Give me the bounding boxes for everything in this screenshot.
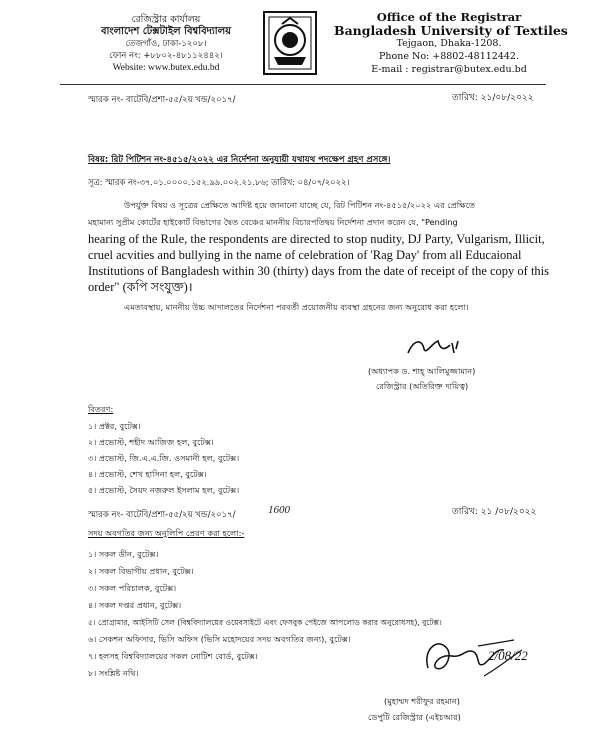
en-phone: Phone No: +8802-48112442.: [379, 51, 519, 62]
signatory-2-name: (মুহাম্মদ শরীফুর রহমান): [384, 696, 460, 706]
en-email: E-mail : registrar@butex.edu.bd: [371, 64, 527, 75]
copy-item: ৮। সংশ্লিষ্ট নথি।: [88, 668, 139, 678]
svg-text:2/08/22: 2/08/22: [488, 648, 528, 663]
subject-line: বিষয়: রিট পিটিশন নং-৪৫১৫/২০২২ এর নির্দেশনা অনুযায়ী যথাযথ পদক্ষেপ গ্রহণ প্রসঙ্গে।: [88, 155, 391, 165]
website-text: Website: www.butex.edu.bd: [112, 63, 220, 73]
body-line-1: উপর্যুক্ত বিষয় ও সূত্রের প্রেক্ষিতে আদিষ্ট হয়ে জানানো যাচ্ছে যে, রিট পিটিশন নং-৪৫১৫/২০২২ এর প্রেক্ষিতে: [124, 200, 476, 210]
copy-item: ৬। সেকশন অফিসার, ভিসি অফিস (ভিসি মহোদয়ের সদয় অবগতির জন্য), বুটেক্স।: [88, 634, 351, 644]
registrar-signature-icon: [404, 335, 468, 361]
body-english-4: order" (কপি সংযুক্ত)।: [88, 280, 193, 294]
body-paragraph-2: এমতাবস্থায়, মাননীয় উচ্চ আদালতের নির্দেশনা পরবর্তী প্রয়োজনীয় ব্যবস্থা গ্রহনের জন্য অনুরোধ করা হলো।: [124, 302, 469, 312]
copy-item: ২। সকল বিভাগীয় প্রধান, বুটেক্স।: [88, 566, 194, 576]
bn-address: তেজগাঁও, ঢাকা-১২০৮।: [125, 39, 207, 49]
memo-date: তারিখ: ২১/০৮/২০২২: [452, 93, 534, 103]
bn-office-name: রেজিস্ট্রার কার্যালয়: [131, 14, 201, 25]
memo2-handwritten-number: 1600: [268, 504, 290, 516]
en-university-name: Bangladesh University of Textiles: [334, 23, 568, 38]
memo2-date: তারিখ: ২১ /০৮/২০২২: [452, 507, 537, 517]
copy-item: ৪। সকল দপ্তর প্রধান, বুটেক্স।: [88, 600, 182, 610]
body-english-1: hearing of the Rule, the respondents are directed to stop nudity, DJ Party, Vulgarism, Illicit,: [88, 232, 545, 246]
bn-phone: ফোন নং: +৮৮০২-৪৮১১২৪৪২।: [109, 51, 223, 61]
distribution-heading: বিতরণ:: [88, 404, 114, 414]
deputy-registrar-signature-icon: [418, 628, 530, 688]
memo2-reference: স্মারক নং- বাটেবি/প্রশা-৫৫/২য় খন্ড/২০১৭/: [88, 510, 236, 520]
body-english-3: Institutions of Bangladesh within 30 (thirty) days from the date of receipt of the copy of this: [88, 264, 550, 278]
distribution-item: ৩। প্রভোস্ট, জি.এ.এ.জি. ওসমানী হল, বুটেক্স।: [88, 453, 240, 463]
copy-item: ৭। হলসহ বিশ্ববিদ্যালয়ের সকল নোটিশ বোর্ড, বুটেক্স।: [88, 651, 258, 661]
copies-heading: সদয় অবগতির জন্য অনুলিপি প্রেরণ করা হলো:-: [88, 528, 245, 538]
en-office-name: Office of the Registrar: [376, 10, 522, 24]
body-english-2: cruel acvities and bullying in the name of celebration of 'Rag Day' from all Educaional: [88, 248, 522, 262]
header-divider: [60, 84, 546, 85]
distribution-item: ৫। প্রভোস্ট, সৈয়দ নজরুল ইসলাম হল, বুটেক্স।: [88, 485, 240, 495]
copy-item: ১। সকল ডীন, বুটেক্স।: [88, 549, 159, 559]
body-line-2: মহামান্য সুপ্রীম কোর্টের হাইকোর্ট বিভাগের দ্বৈত বেঞ্চের মাননীয় বিচারপতিদ্বয় নির্দেশনা প্রদান করেন যে, "Pending: [88, 217, 458, 227]
bn-letterhead: [86, 14, 246, 74]
memo-reference: স্মারক নং- বাটেবি/প্রশা-৫৫/২য় খন্ড/২০১৭/: [88, 95, 236, 105]
en-address: Tejgaon, Dhaka-1208.: [396, 38, 502, 49]
signatory-2-title: ডেপুটি রেজিস্ট্রার (এইচআর): [368, 712, 461, 722]
signatory-1-title: রেজিস্ট্রার (অতিরিক্ত দায়িত্ব): [376, 381, 469, 391]
university-seal-icon: [262, 10, 318, 76]
en-letterhead: [334, 10, 568, 76]
source-reference: সূত্র: স্মারক নং-৩৭.০১.০০০০.১৫২.৯৯.০০২.২১.৮৬; তারিখ: ০৪/০৭/২০২২।: [88, 177, 350, 187]
signatory-1-name: (অধ্যাপক ড. শাহ্ আলিমুজ্জামান): [368, 366, 476, 376]
distribution-item: ২। প্রভোস্ট, শহীদ আজিজ হল, বুটেক্স।: [88, 437, 214, 447]
copy-item: ৩। সকল পরিচালক, বুটেক্স।: [88, 583, 177, 593]
distribution-item: ১। প্রক্টর, বুটেক্স।: [88, 421, 141, 431]
copy-item: ৫। প্রোগ্রামার, আইসিটি সেল (বিশ্ববিদ্যালয়ের ওয়েবসাইটে এবং ফেসবুক পেইজে আপলোড করার অনুরোধসহ), বুটেক্স।: [88, 618, 442, 627]
bn-university-name: বাংলাদেশ টেক্সটাইল বিশ্ববিদ্যালয়: [100, 26, 232, 37]
distribution-item: ৪। প্রভোস্ট, শেখ হাসিনা হল, বুটেক্স।: [88, 469, 207, 479]
